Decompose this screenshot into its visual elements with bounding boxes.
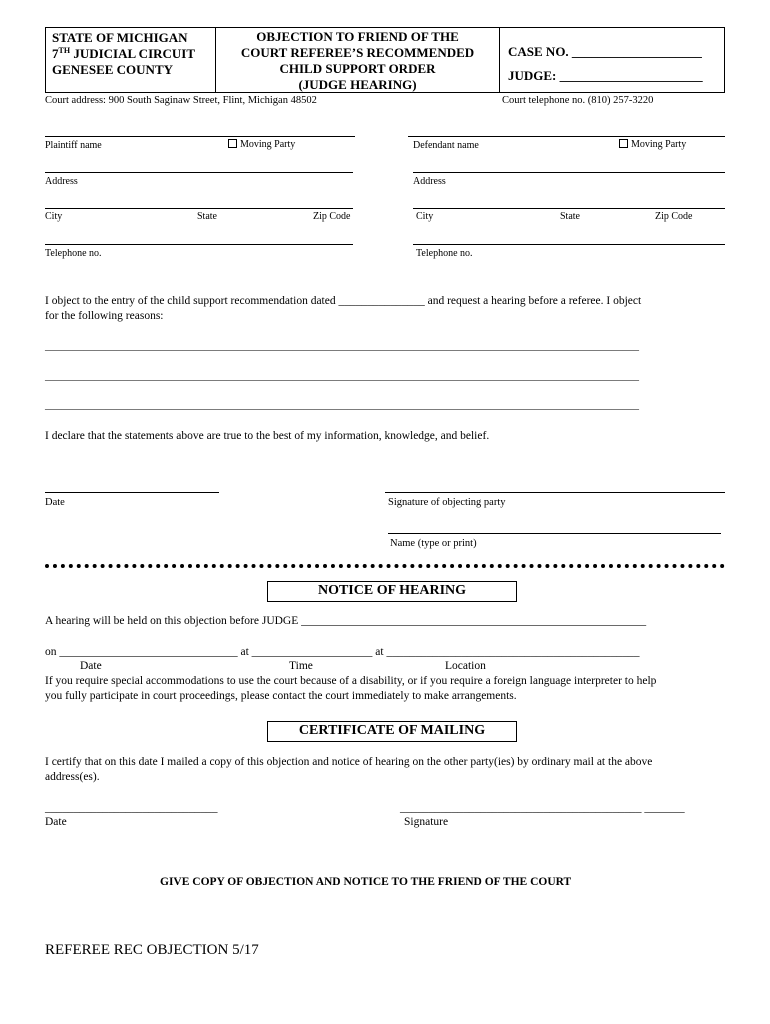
instruction-text: GIVE COPY OF OBJECTION AND NOTICE TO THE FRIEND OF THE COURT bbox=[160, 876, 572, 888]
plaintiff-zip-label: Zip Code bbox=[313, 211, 351, 222]
section-divider bbox=[45, 564, 725, 568]
objection-statement-cont: for the following reasons: bbox=[45, 310, 164, 322]
checkbox-icon[interactable] bbox=[228, 139, 237, 148]
defendant-moving-party-checkbox[interactable]: Moving Party bbox=[619, 139, 686, 150]
checkbox-icon[interactable] bbox=[619, 139, 628, 148]
plaintiff-city-label: City bbox=[45, 211, 63, 222]
objection-date-line[interactable] bbox=[45, 492, 219, 493]
objection-signature-label: Signature of objecting party bbox=[388, 497, 506, 508]
title-line: COURT REFEREE’S RECOMMENDED bbox=[240, 45, 475, 60]
objection-statement: I object to the entry of the child support recommendation dated _______________ and request a hearing before a referee. I object bbox=[45, 295, 642, 307]
objection-name-line[interactable] bbox=[388, 533, 721, 534]
hearing-judge-statement[interactable]: A hearing will be held on this objection before JUDGE ____________________________________________________________ bbox=[45, 615, 647, 627]
certificate-heading: CERTIFICATE OF MAILING bbox=[267, 721, 517, 742]
reason-line[interactable]: ____________________________________________________________________________________________________________ bbox=[45, 399, 639, 411]
state-name: STATE OF MICHIGAN bbox=[52, 30, 188, 45]
defendant-city-line[interactable] bbox=[413, 208, 725, 209]
title-line: OBJECTION TO FRIEND OF THE bbox=[256, 29, 459, 44]
plaintiff-address-label: Address bbox=[45, 176, 78, 187]
certificate-date-label: Date bbox=[45, 816, 67, 828]
hearing-date-label: Date bbox=[80, 660, 102, 672]
form-title bbox=[216, 28, 500, 92]
accommodation-notice-cont: you fully participate in court proceedings, please contact the court immediately to make arrangements. bbox=[45, 690, 517, 702]
hearing-time-label: Time bbox=[289, 660, 313, 672]
declaration-statement: I declare that the statements above are true to the best of my information, knowledge, and belief. bbox=[45, 430, 490, 442]
circuit-name: 7TH JUDICIAL CIRCUIT bbox=[52, 46, 196, 61]
reason-line[interactable]: ____________________________________________________________________________________________________________ bbox=[45, 370, 639, 382]
title-line: (JUDGE HEARING) bbox=[298, 77, 417, 92]
notice-heading: NOTICE OF HEARING bbox=[267, 581, 517, 602]
certificate-statement: I certify that on this date I mailed a copy of this objection and notice of hearing on the other party(ies) by ordinary mail at the above bbox=[45, 756, 653, 768]
objection-name-label: Name (type or print) bbox=[390, 538, 477, 549]
title-line: CHILD SUPPORT ORDER bbox=[279, 61, 436, 76]
defendant-telephone-line[interactable] bbox=[413, 244, 725, 245]
certificate-signature-label: Signature bbox=[404, 816, 449, 828]
plaintiff-moving-party-checkbox[interactable]: Moving Party bbox=[228, 139, 295, 150]
plaintiff-telephone-line[interactable] bbox=[45, 244, 353, 245]
defendant-name-label: Defendant name bbox=[413, 140, 479, 151]
form-identifier: REFEREE REC OBJECTION 5/17 bbox=[45, 942, 259, 958]
reason-line[interactable]: ____________________________________________________________________________________________________________ bbox=[45, 340, 639, 352]
defendant-name-line[interactable] bbox=[408, 136, 725, 137]
plaintiff-city-line[interactable] bbox=[45, 208, 353, 209]
plaintiff-telephone-label: Telephone no. bbox=[45, 248, 102, 259]
certificate-statement-cont: address(es). bbox=[45, 771, 100, 783]
defendant-city-label: City bbox=[416, 211, 434, 222]
defendant-state-label: State bbox=[560, 211, 580, 222]
form-header bbox=[45, 27, 725, 93]
plaintiff-state-label: State bbox=[197, 211, 217, 222]
plaintiff-address-line[interactable] bbox=[45, 172, 353, 173]
defendant-zip-label: Zip Code bbox=[655, 211, 693, 222]
case-number-field[interactable]: CASE NO. ____________________ bbox=[508, 44, 702, 59]
defendant-address-label: Address bbox=[413, 176, 446, 187]
judge-field[interactable]: JUDGE: ______________________ bbox=[508, 68, 703, 83]
defendant-telephone-label: Telephone no. bbox=[416, 248, 473, 259]
case-info bbox=[500, 28, 724, 92]
plaintiff-name-line[interactable] bbox=[45, 136, 355, 137]
county-name: GENESEE COUNTY bbox=[52, 62, 173, 77]
certificate-signature-line[interactable]: __________________________________________ _______ bbox=[400, 802, 685, 814]
hearing-date-time-location[interactable]: on _______________________________ at _____________________ at ____________________________________________ bbox=[45, 646, 640, 658]
objection-signature-line[interactable] bbox=[385, 492, 725, 493]
objection-date-label: Date bbox=[45, 497, 65, 508]
court-address: Court address: 900 South Saginaw Street, Flint, Michigan 48502 bbox=[45, 95, 317, 106]
hearing-location-label: Location bbox=[445, 660, 486, 672]
court-telephone: Court telephone no. (810) 257-3220 bbox=[502, 95, 654, 106]
plaintiff-name-label: Plaintiff name bbox=[45, 140, 102, 151]
accommodation-notice: If you require special accommodations to use the court because of a disability, or if you require a foreign language interpreter to help bbox=[45, 675, 657, 687]
court-identification bbox=[46, 28, 216, 92]
certificate-date-line[interactable]: ______________________________ bbox=[45, 802, 218, 814]
defendant-address-line[interactable] bbox=[413, 172, 725, 173]
